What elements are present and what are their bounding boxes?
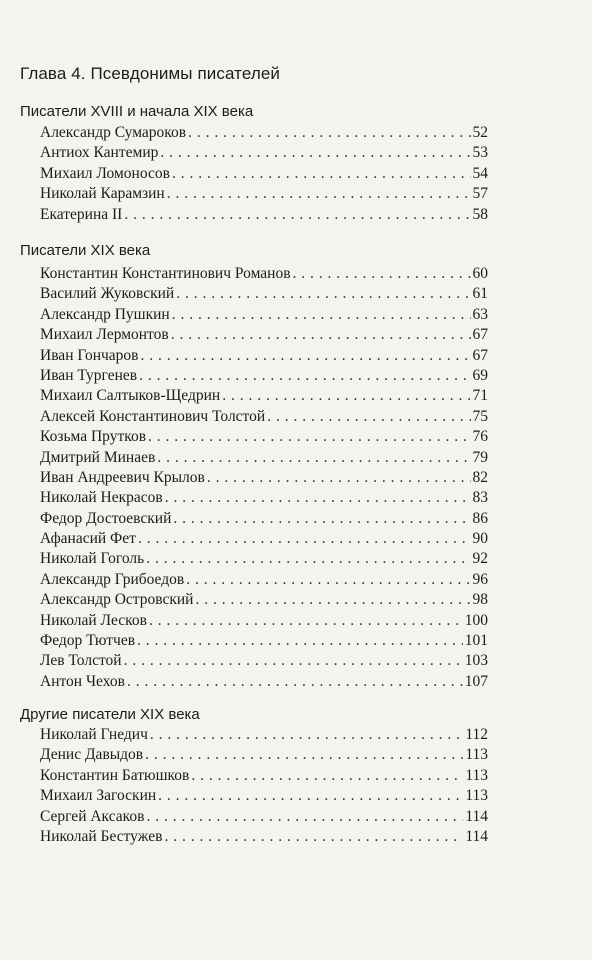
toc-entry-page: 76 xyxy=(472,428,488,446)
dot-leader xyxy=(167,184,471,204)
dot-leader xyxy=(172,305,471,325)
toc-entry-name: Лев Толстой xyxy=(40,652,122,670)
toc-entry-name: Денис Давыдов xyxy=(40,746,144,764)
dot-leader xyxy=(160,143,470,163)
toc-entry xyxy=(40,143,488,163)
toc-entry xyxy=(40,827,488,847)
toc-entry-page: 61 xyxy=(472,285,488,303)
dot-leader xyxy=(173,509,470,529)
toc-entry-name: Козьма Прутков xyxy=(40,428,147,446)
toc-list xyxy=(40,264,488,692)
toc-entry-page: 79 xyxy=(472,448,488,466)
toc-entry xyxy=(40,366,488,386)
toc-entry-page: 90 xyxy=(472,530,488,548)
toc-entry xyxy=(40,570,488,590)
toc-entry-name: Михаил Лермонтов xyxy=(40,326,169,344)
dot-leader xyxy=(124,205,470,225)
toc-entry-name: Сергей Аксаков xyxy=(40,807,145,825)
toc-entry-page: 54 xyxy=(472,164,488,182)
toc-entry-name: Екатерина II xyxy=(40,205,123,223)
toc-entry-page: 82 xyxy=(472,468,488,486)
toc-list xyxy=(40,123,488,225)
toc-entry-name: Николай Гоголь xyxy=(40,550,145,568)
toc-entry-page: 114 xyxy=(465,807,488,825)
dot-leader xyxy=(267,407,470,427)
toc-entry-name: Федор Достоевский xyxy=(40,509,172,527)
dot-leader xyxy=(157,448,470,468)
toc-entry xyxy=(40,631,488,651)
toc-entry-name: Александр Островский xyxy=(40,591,194,609)
toc-entry-page: 103 xyxy=(464,652,488,670)
dot-leader xyxy=(145,745,463,765)
dot-leader xyxy=(195,590,470,610)
toc-entry xyxy=(40,509,488,529)
toc-entry xyxy=(40,448,488,468)
dot-leader xyxy=(146,807,463,827)
toc-entry-name: Иван Гончаров xyxy=(40,346,139,364)
toc-entry-name: Михаил Салтыков-Щедрин xyxy=(40,387,221,405)
toc-entry-name: Антон Чехов xyxy=(40,672,125,690)
toc-entry xyxy=(40,123,488,143)
toc-entry-page: 83 xyxy=(472,489,488,507)
toc-entry-name: Афанасий Фет xyxy=(40,530,136,548)
toc-entry-page: 98 xyxy=(472,591,488,609)
toc-entry-name: Алексей Константинович Толстой xyxy=(40,407,266,425)
toc-entry-page: 107 xyxy=(464,672,488,690)
toc-entry-name: Михаил Ломоносов xyxy=(40,164,170,182)
toc-entry-page: 52 xyxy=(472,124,488,141)
toc-entry-page: 113 xyxy=(465,766,488,784)
toc-entry-page: 58 xyxy=(472,205,488,223)
dot-leader xyxy=(124,651,463,671)
toc-entry-name: Константин Константинович Романов xyxy=(40,265,291,282)
toc-entry-name: Николай Бестужев xyxy=(40,827,163,845)
toc-entry xyxy=(40,529,488,549)
dot-leader xyxy=(148,427,470,447)
section-title: Другие писатели XIX века xyxy=(20,706,200,723)
dot-leader xyxy=(141,346,471,366)
toc-entry xyxy=(40,590,488,610)
toc-entry xyxy=(40,725,488,745)
dot-leader xyxy=(207,468,471,488)
toc-entry xyxy=(40,325,488,345)
dot-leader xyxy=(139,366,470,386)
toc-entry-page: 96 xyxy=(472,570,488,588)
toc-entry xyxy=(40,305,488,325)
toc-entry xyxy=(40,786,488,806)
toc-entry-page: 71 xyxy=(472,387,488,405)
toc-entry-page: 67 xyxy=(472,326,488,344)
toc-list xyxy=(40,725,488,847)
dot-leader xyxy=(158,786,463,806)
dot-leader xyxy=(188,123,470,143)
toc-entry-page: 57 xyxy=(472,185,488,203)
dot-leader xyxy=(137,631,463,651)
toc-entry xyxy=(40,427,488,447)
toc-entry xyxy=(40,549,488,569)
toc-entry-name: Иван Тургенев xyxy=(40,366,138,384)
toc-entry xyxy=(40,407,488,427)
toc-entry-page: 75 xyxy=(472,407,488,425)
toc-entry-page: 112 xyxy=(465,726,488,743)
toc-entry xyxy=(40,672,488,692)
toc-entry-page: 69 xyxy=(472,366,488,384)
toc-entry-name: Иван Андреевич Крылов xyxy=(40,468,205,486)
toc-entry-name: Николай Гнедич xyxy=(40,726,148,743)
toc-entry-name: Константин Батюшков xyxy=(40,766,190,784)
toc-entry-name: Николай Лесков xyxy=(40,611,147,629)
chapter-title: Глава 4. Псевдонимы писателей xyxy=(20,64,280,83)
dot-leader xyxy=(191,766,463,786)
toc-entry xyxy=(40,264,488,284)
toc-entry-page: 113 xyxy=(465,787,488,805)
toc-entry xyxy=(40,205,488,225)
toc-entry-page: 92 xyxy=(472,550,488,568)
dot-leader xyxy=(165,488,471,508)
toc-entry xyxy=(40,346,488,366)
toc-entry-page: 86 xyxy=(472,509,488,527)
toc-entry-name: Александр Сумароков xyxy=(40,124,187,141)
dot-leader xyxy=(176,284,470,304)
toc-entry-name: Федор Тютчев xyxy=(40,632,136,650)
toc-entry-page: 101 xyxy=(464,632,488,650)
toc-entry xyxy=(40,164,488,184)
toc-entry xyxy=(40,284,488,304)
toc-entry xyxy=(40,745,488,765)
toc-entry xyxy=(40,468,488,488)
toc-entry xyxy=(40,386,488,406)
dot-leader xyxy=(164,827,463,847)
dot-leader xyxy=(149,611,463,631)
toc-entry xyxy=(40,184,488,204)
toc-entry-page: 53 xyxy=(472,144,488,162)
toc-entry-page: 67 xyxy=(472,346,488,364)
toc-entry-name: Николай Некрасов xyxy=(40,489,163,507)
toc-entry xyxy=(40,488,488,508)
dot-leader xyxy=(222,386,470,406)
toc-entry-name: Василий Жуковский xyxy=(40,285,175,303)
toc-entry-name: Николай Карамзин xyxy=(40,185,165,203)
toc-entry-name: Александр Грибоедов xyxy=(40,570,185,588)
toc-entry xyxy=(40,611,488,631)
dot-leader xyxy=(171,325,471,345)
toc-entry-page: 113 xyxy=(465,746,488,764)
dot-leader xyxy=(172,164,471,184)
toc-entry-name: Дмитрий Минаев xyxy=(40,448,156,466)
toc-entry xyxy=(40,807,488,827)
dot-leader xyxy=(127,672,463,692)
toc-entry-name: Антиох Кантемир xyxy=(40,144,159,162)
toc-entry xyxy=(40,651,488,671)
section-title: Писатели XVIII и начала XIX века xyxy=(20,103,254,120)
dot-leader xyxy=(186,570,470,590)
toc-entry-name: Александр Пушкин xyxy=(40,305,170,323)
dot-leader xyxy=(138,529,471,549)
toc-entry-page: 114 xyxy=(465,827,488,845)
dot-leader xyxy=(146,549,470,569)
toc-entry-page: 63 xyxy=(472,305,488,323)
dot-leader xyxy=(150,725,463,745)
toc-entry-page: 60 xyxy=(472,265,488,282)
toc-entry-name: Михаил Загоскин xyxy=(40,787,157,805)
dot-leader xyxy=(293,264,471,284)
toc-entry xyxy=(40,766,488,786)
toc-entry-page: 100 xyxy=(464,611,488,629)
section-title: Писатели XIX века xyxy=(20,242,151,259)
